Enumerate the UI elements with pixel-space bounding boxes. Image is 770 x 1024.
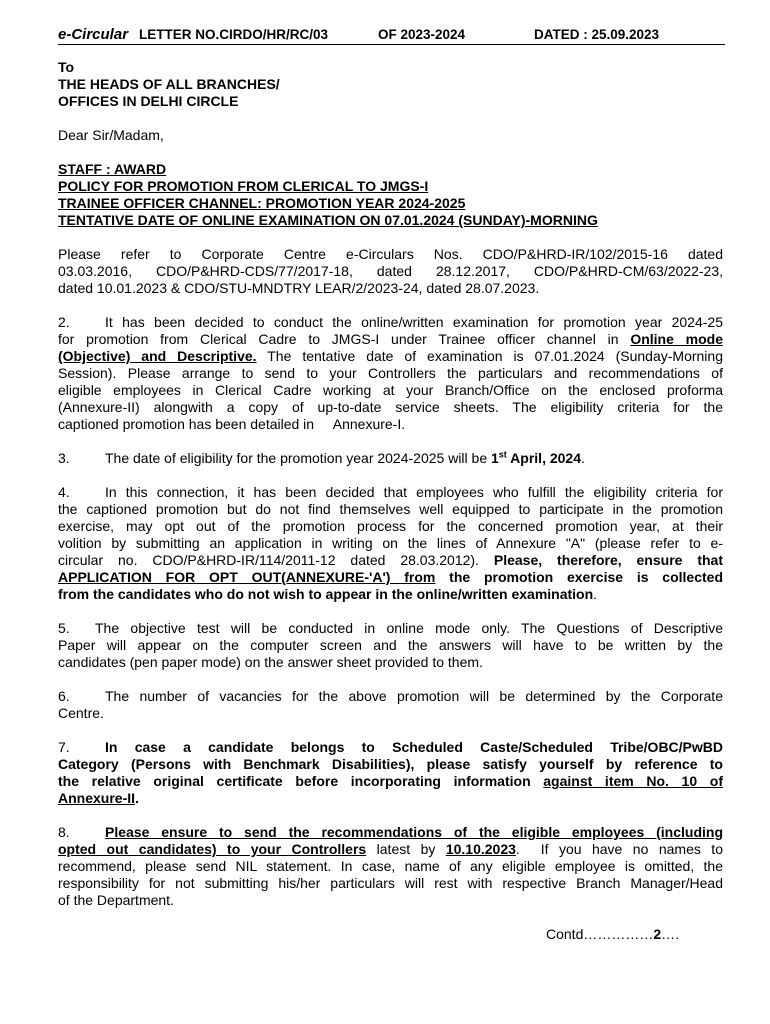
text-run: . bbox=[581, 450, 585, 466]
paragraph-7-line bbox=[58, 790, 723, 807]
text-run: the relative original certificate before incorporating information bbox=[58, 773, 544, 789]
address-line-2: OFFICES IN DELHI CIRCLE bbox=[58, 93, 239, 109]
text-run: . If you have no names to bbox=[515, 841, 723, 857]
paragraph-7-line: Category (Persons with Benchmark Disabilities), please satisfy yourself by reference to bbox=[58, 756, 723, 772]
superscript: st bbox=[498, 449, 507, 460]
paragraph-2-line: captioned promotion has been detailed in Annexure-I. bbox=[58, 416, 406, 432]
emphasis-text: opted out candidates) to your Controllers bbox=[58, 841, 367, 857]
letter-year: OF 2023-2024 bbox=[378, 27, 466, 42]
text-run: April, 2024 bbox=[506, 450, 581, 466]
address-block bbox=[58, 59, 723, 110]
text-run: In case a candidate belongs to Scheduled Caste/Scheduled Tribe/OBC/PwBD bbox=[105, 739, 723, 755]
paragraph-7-line bbox=[58, 739, 723, 756]
paragraph-4-line: volition by submitting an application in writing on the lines of Annexure "A" (please refer to e- bbox=[58, 535, 723, 551]
paragraph-number: 2. bbox=[58, 314, 70, 330]
paragraph-6-line: Centre. bbox=[58, 705, 104, 721]
deadline-date: 10.10.2023 bbox=[445, 841, 516, 857]
text-run: latest by bbox=[366, 841, 446, 857]
letter-header bbox=[58, 26, 725, 45]
circular-type: e-Circular bbox=[58, 26, 129, 43]
text-run: circular no. CDO/P&HRD-IR/114/2011-12 dated 28.03.2012). bbox=[58, 552, 494, 568]
next-page-number: 2 bbox=[653, 926, 662, 942]
paragraph-8-line bbox=[58, 824, 723, 841]
paragraph-number: 3. bbox=[58, 450, 70, 466]
text-run: The number of vacancies for the above promotion will be determined by the Corporate bbox=[105, 688, 723, 704]
paragraph-1 bbox=[58, 246, 723, 297]
letter-body bbox=[58, 59, 723, 943]
paragraph-8-line: of the Department. bbox=[58, 892, 174, 908]
paragraph-1-line: Please refer to Corporate Centre e-Circulars Nos. CDO/P&HRD-IR/102/2015-16 dated bbox=[58, 246, 723, 262]
text-run: The objective test will be conducted in online mode only. The Questions of Descriptive bbox=[95, 620, 723, 636]
paragraph-3 bbox=[58, 450, 723, 467]
paragraph-6 bbox=[58, 688, 723, 722]
subject-block bbox=[58, 161, 723, 229]
salutation: Dear Sir/Madam, bbox=[58, 127, 164, 143]
emphasis-online-mode: Online mode bbox=[630, 331, 723, 347]
paragraph-5-line: candidates (pen paper mode) on the answer sheet provided to them. bbox=[58, 654, 483, 670]
paragraph-6-line bbox=[58, 688, 723, 705]
text-run: the promotion exercise is collected bbox=[435, 569, 723, 585]
paragraph-2-line: Session). Please arrange to send to your Controllers the particulars and recommendations of bbox=[58, 365, 723, 381]
paragraph-1-line: dated 10.01.2023 & CDO/STU-MNDTRY LEAR/2/2023-24, dated 28.07.2023. bbox=[58, 280, 540, 296]
paragraph-7 bbox=[58, 739, 723, 807]
text-run: In this connection, it has been decided that employees who fulfill the eligibility criteria for bbox=[105, 484, 723, 500]
text-run: 1 bbox=[491, 450, 499, 466]
paragraph-number: 5. bbox=[58, 620, 70, 636]
paragraph-8-line: responsibility for not submitting his/her particulars will rest with respective Branch Manager/Head bbox=[58, 875, 723, 891]
paragraph-number: 7. bbox=[58, 739, 70, 755]
paragraph-2-line bbox=[58, 348, 723, 365]
paragraph-7-line bbox=[58, 773, 723, 790]
text-run: The tentative date of examination is 07.01.2024 (Sunday-Morning bbox=[267, 348, 723, 364]
paragraph-2-line bbox=[58, 314, 723, 331]
paragraph-4-line bbox=[58, 586, 723, 603]
text-run: The date of eligibility for the promotion year 2024-2025 will be bbox=[105, 450, 491, 466]
emphasis-text: from the candidates who do not wish to appear in the online/written examination bbox=[58, 586, 594, 602]
paragraph-2-line bbox=[58, 331, 723, 348]
paragraph-number: 4. bbox=[58, 484, 70, 500]
paragraph-2-line: eligible employees in Clerical Cadre working at your Branch/Office on the enclosed proforma bbox=[58, 382, 723, 398]
paragraph-4-line: the captioned promotion but do not find themselves well equipped to participate in the promotion bbox=[58, 501, 723, 517]
paragraph-5 bbox=[58, 620, 723, 671]
text-run: Contd…………… bbox=[546, 926, 654, 942]
paragraph-2 bbox=[58, 314, 723, 433]
emphasis-opt-out: APPLICATION FOR OPT OUT(ANNEXURE-'A') from bbox=[58, 569, 436, 585]
letter-number: LETTER NO.CIRDO/HR/RC/03 bbox=[139, 27, 329, 42]
emphasis-text: Please ensure to send the recommendations of the eligible employees (including bbox=[105, 824, 723, 840]
continued-note bbox=[58, 926, 723, 943]
subject-line-2: POLICY FOR PROMOTION FROM CLERICAL TO JMGS-I bbox=[58, 178, 429, 194]
emphasis-objective-descriptive: (Objective) and Descriptive. bbox=[58, 348, 257, 364]
text-run: for promotion from Clerical Cadre to JMGS-I under Trainee officer channel in bbox=[58, 331, 619, 347]
letter-date: DATED : 25.09.2023 bbox=[534, 27, 660, 42]
subject-line-1: STAFF : AWARD bbox=[58, 161, 167, 177]
emphasis-item-10: against item No. 10 of bbox=[543, 773, 723, 789]
subject-line-3: TRAINEE OFFICER CHANNEL: PROMOTION YEAR 2024-2025 bbox=[58, 195, 466, 211]
paragraph-5-line: Paper will appear on the computer screen and the answers will have to be written by the bbox=[58, 637, 723, 653]
paragraph-1-line: 03.03.2016, CDO/P&HRD-CDS/77/2017-18, dated 28.12.2017, CDO/P&HRD-CM/63/2022-23, bbox=[58, 263, 723, 279]
paragraph-4-line bbox=[58, 484, 723, 501]
address-to: To bbox=[58, 59, 75, 75]
emphasis-annexure-ii: Annexure-II bbox=[58, 790, 136, 806]
emphasis-text: Please, therefore, ensure that bbox=[493, 552, 723, 568]
text-run: . bbox=[593, 586, 598, 602]
address-line-1: THE HEADS OF ALL BRANCHES/ bbox=[58, 76, 280, 92]
paragraph-2-line: (Annexure-II) alongwith a copy of up-to-date service sheets. The eligibility criteria for the bbox=[58, 399, 723, 415]
text-run: It has been decided to conduct the online/written examination for promotion year 2024-25 bbox=[105, 314, 723, 330]
paragraph-number: 6. bbox=[58, 688, 70, 704]
paragraph-8 bbox=[58, 824, 723, 909]
eligibility-date bbox=[491, 450, 581, 466]
paragraph-4-line: exercise, may opt out of the promotion process for the concerned promotion year, at their bbox=[58, 518, 723, 534]
subject-line-4: TENTATIVE DATE OF ONLINE EXAMINATION ON 07.01.2024 (SUNDAY)-MORNING bbox=[58, 212, 598, 228]
paragraph-4-line bbox=[58, 552, 723, 569]
paragraph-5-line bbox=[58, 620, 723, 637]
paragraph-8-line bbox=[58, 841, 723, 858]
paragraph-8-line: recommend, please send NIL statement. In case, name of any eligible employee is omitted, the bbox=[58, 858, 723, 874]
paragraph-4-line bbox=[58, 569, 723, 586]
text-run: …. bbox=[661, 926, 680, 942]
paragraph-4 bbox=[58, 484, 723, 603]
paragraph-number: 8. bbox=[58, 824, 70, 840]
text-run: . bbox=[135, 790, 139, 806]
